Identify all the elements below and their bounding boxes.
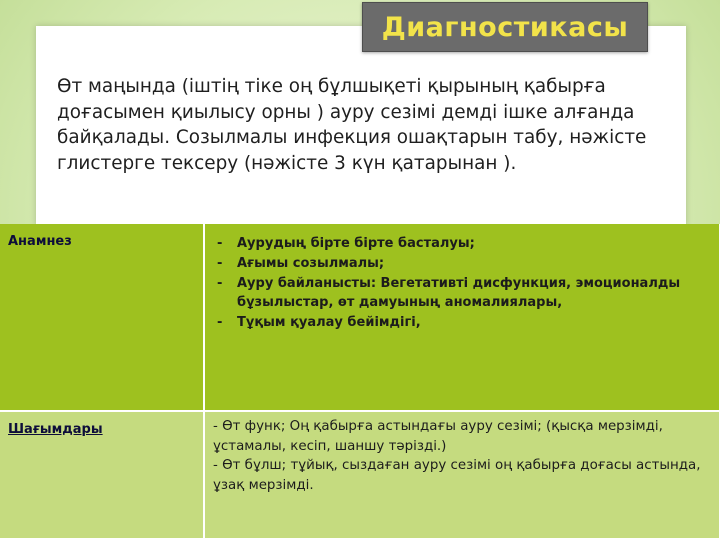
row-content-cell	[204, 411, 720, 539]
anamnesis-list	[213, 234, 711, 332]
row-label-cell	[0, 411, 204, 539]
table-row-complaints	[0, 411, 720, 539]
row-content-cell	[204, 224, 720, 411]
row-label-cell	[0, 224, 204, 411]
list-item: - Тұқым қуалау бейімдігі,	[213, 313, 711, 332]
list-item: - Ауру байланысты: Вегетативті дисфункция, эмоционалды бұзылыстар, өт дамуының аномалиялары,	[213, 274, 711, 312]
row-label-complaints: Шағымдары	[8, 422, 103, 437]
row-label-anamnesis: Анамнез	[8, 234, 72, 249]
complaint-line: - Өт бұлш; тұйық, сыздаған ауру сезімі оң қабырға доғасы астында, ұзақ мерзімді.	[213, 458, 701, 493]
diagnosis-table	[0, 224, 720, 540]
complaints-text	[213, 417, 711, 495]
title-box	[362, 2, 648, 52]
complaint-line: - Өт функ; Оң қабырға астындағы ауру сезімі; (қысқа мерзімді, ұстамалы, кесіп, шаншу тәрізді.)	[213, 419, 663, 454]
slide-title: Диагностикасы	[381, 11, 629, 43]
intro-text: Өт маңында (іштің тіке оң бұлшықеті қырының қабырға доғасымен қиылысу орны ) ауру сезімі демді ішке алғанда байқалады. Созылмалы инфекция ошақтарын табу, нәжісте глистерге тексеру (нәжісте 3 күн қатарынан ).	[57, 76, 647, 174]
table-row-anamnesis	[0, 224, 720, 411]
list-item: - Ағымы созылмалы;	[213, 254, 711, 273]
list-item: - Аурудың бірте бірте басталуы;	[213, 234, 711, 253]
